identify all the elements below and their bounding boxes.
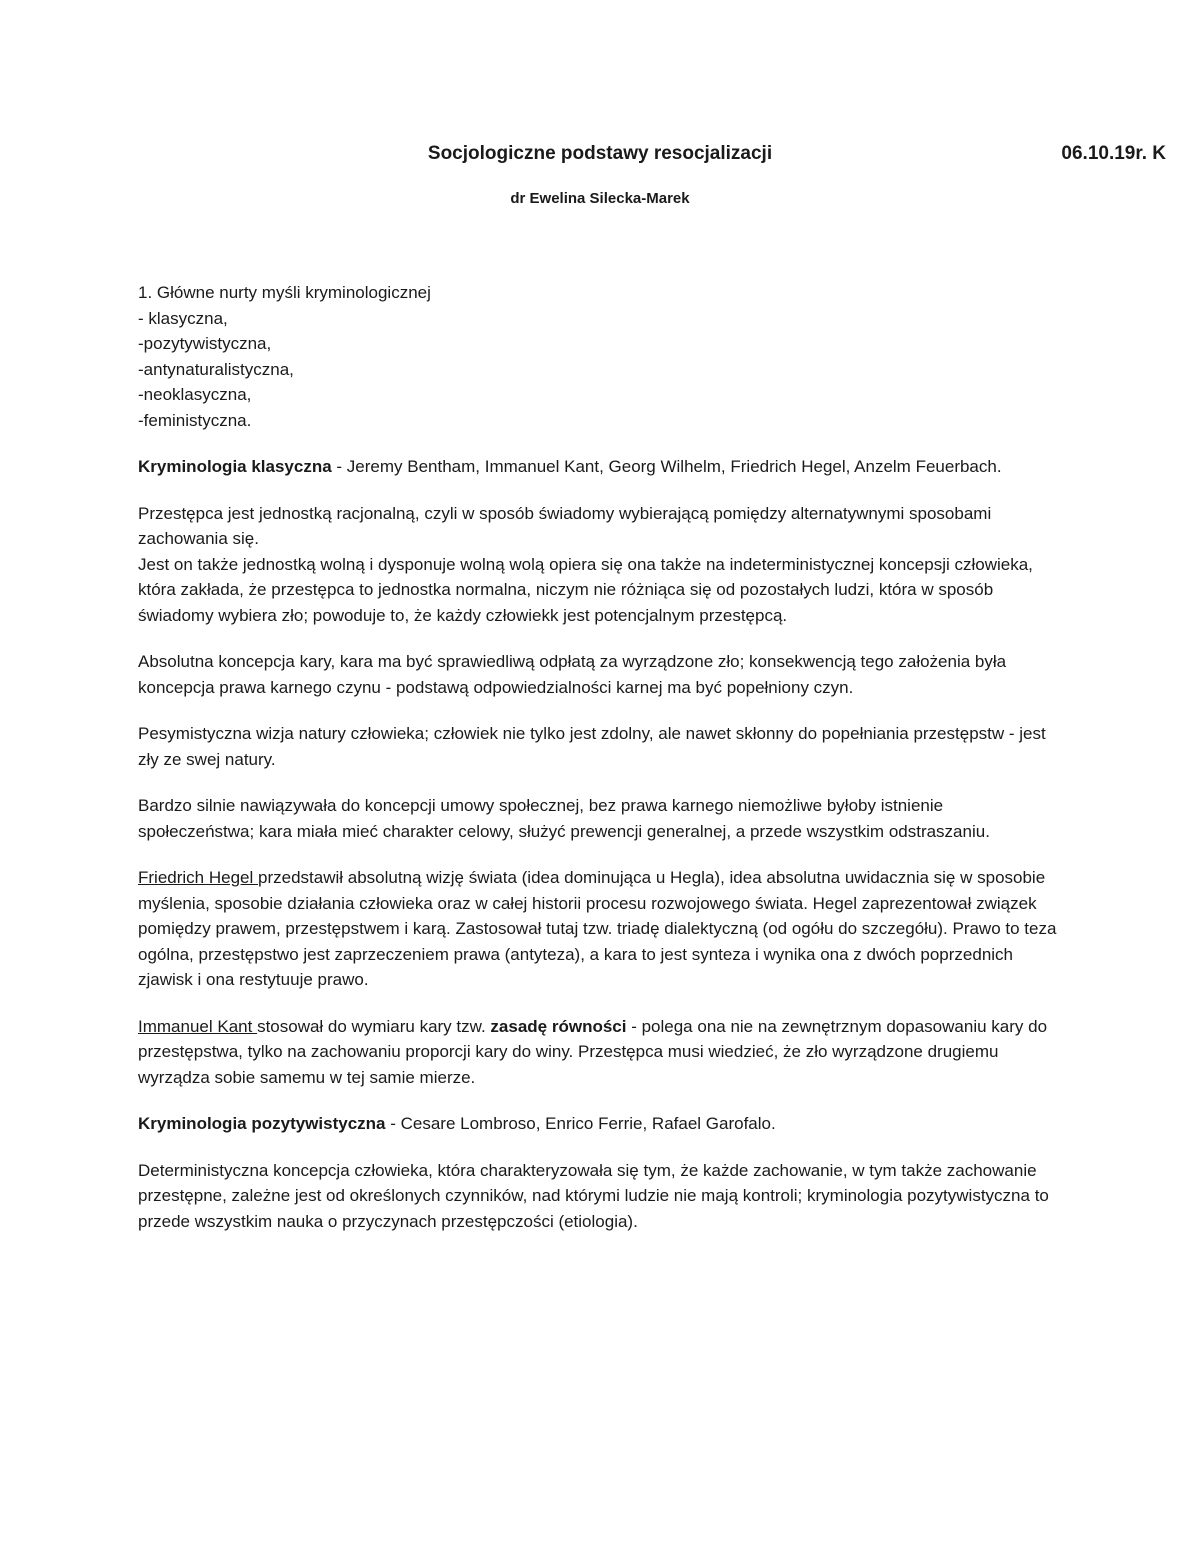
outline-list: [138, 280, 1058, 433]
list-item: -pozytywistyczna,: [138, 334, 272, 353]
list-item: -neoklasyczna,: [138, 385, 252, 404]
positivist-names: - Cesare Lombroso, Enrico Ferrie, Rafael Garofalo.: [385, 1114, 776, 1133]
offender-line-2: Jest on także jednostką wolną i dysponuje wolną wolą opiera się ona także na indeterministycznej koncepsji człowieka, która zakłada, że przestępca to jednostka normalna, niczym nie różniąca się od pozostałych ludzi, która w sposób świadomy wybiera zło; powoduje to, że każdy człowiekk jest potencjalnym przestępcą.: [138, 554, 1033, 625]
pessimism-paragraph: Pesymistyczna wizja natury człowieka; człowiek nie tylko jest zdolny, ale nawet skłonny do popełniania przestępstw - jest zły ze swej natury.: [138, 724, 1046, 769]
document-body: [138, 280, 1058, 1255]
classical-paragraph: [138, 454, 1058, 480]
kant-text-1: stosował do wymiaru kary tzw.: [257, 1016, 491, 1036]
classical-names: - Jeremy Bentham, Immanuel Kant, Georg Wilhelm, Friedrich Hegel, Anzelm Feuerbach.: [331, 457, 1002, 476]
kant-text-2: - polega ona nie na zewnętrznym dopasowaniu kary do przestępstwa, tylko na zachowaniu proporcji kary do winy. Przestępca musi wiedzieć, że zło wyrządzone drugiemu wyrządza sobie samemu w tej samie mierze.: [138, 1016, 1048, 1087]
determinism-paragraph: Deterministyczna koncepcja człowieka, która charakteryzowała się tym, że każde zachowanie, w tym także zachowanie przestępne, zależne jest od określonych czynników, nad którymi ludzie nie mają kontroli; kryminologia pozytywistyczna to przede wszystkim nauka o przyczynach przestępczości (etiologia).: [138, 1160, 1049, 1231]
document-date: 06.10.19r. K: [1061, 143, 1166, 164]
kant-principle: zasadę równości: [490, 1016, 627, 1036]
document-title: Socjologiczne podstawy resocjalizacji: [427, 143, 773, 164]
kant-paragraph: [138, 1014, 1058, 1091]
kant-name: Immanuel Kant: [138, 1016, 258, 1036]
positivist-paragraph: [138, 1111, 1058, 1137]
hegel-text: przedstawił absolutną wizję świata (idea dominująca u Hegla), idea absolutna uwidacznia się w sposobie myślenia, sposobie działania człowieka oraz w całej historii procesu rozwojowego świata. Hegel zaprezentował związek pomiędzy prawem, przestępstwem i karą. Zastosował tutaj tzw. triadę dialektyczną (od ogółu do szczegółu). Prawo to teza ogólna, przestępstwo jest zaprzeczeniem prawa (antyteza), a kara to jest synteza i wynika ona z dwóch poprzednich zjawisk i ona restytuuje prawo.: [138, 868, 1057, 989]
document-author: dr Ewelina Silecka-Marek: [510, 190, 690, 207]
hegel-paragraph: [138, 865, 1058, 993]
list-item: -feministyczna.: [138, 410, 252, 430]
offender-line-1: Przestępca jest jednostką racjonalną, czyli w sposób świadomy wybierającą pomiędzy alternatywnymi sposobami zachowania się.: [138, 503, 992, 548]
classical-heading: Kryminologia klasyczna: [138, 457, 332, 476]
social-contract-paragraph: Bardzo silnie nawiązywała do koncepcji umowy społecznej, bez prawa karnego niemożliwe byłoby istnienie społeczeństwa; kara miała mieć charakter celowy, służyć prewencji generalnej, a przede wszystkim odstraszaniu.: [138, 796, 990, 841]
positivist-heading: Kryminologia pozytywistyczna: [138, 1114, 386, 1133]
hegel-name: Friedrich Hegel: [138, 868, 258, 887]
list-item: -antynaturalistyczna,: [138, 359, 294, 379]
list-item: - klasyczna,: [138, 308, 228, 328]
offender-paragraph: [138, 501, 1058, 629]
punishment-paragraph: Absolutna koncepcja kary, kara ma być sprawiedliwą odpłatą za wyrządzone zło; konsekwencją tego założenia była koncepcja prawa karnego czynu - podstawą odpowiedzialności karnej ma być popełniony czyn.: [138, 652, 1007, 697]
outline-heading: 1. Główne nurty myśli kryminologicznej: [138, 283, 431, 302]
